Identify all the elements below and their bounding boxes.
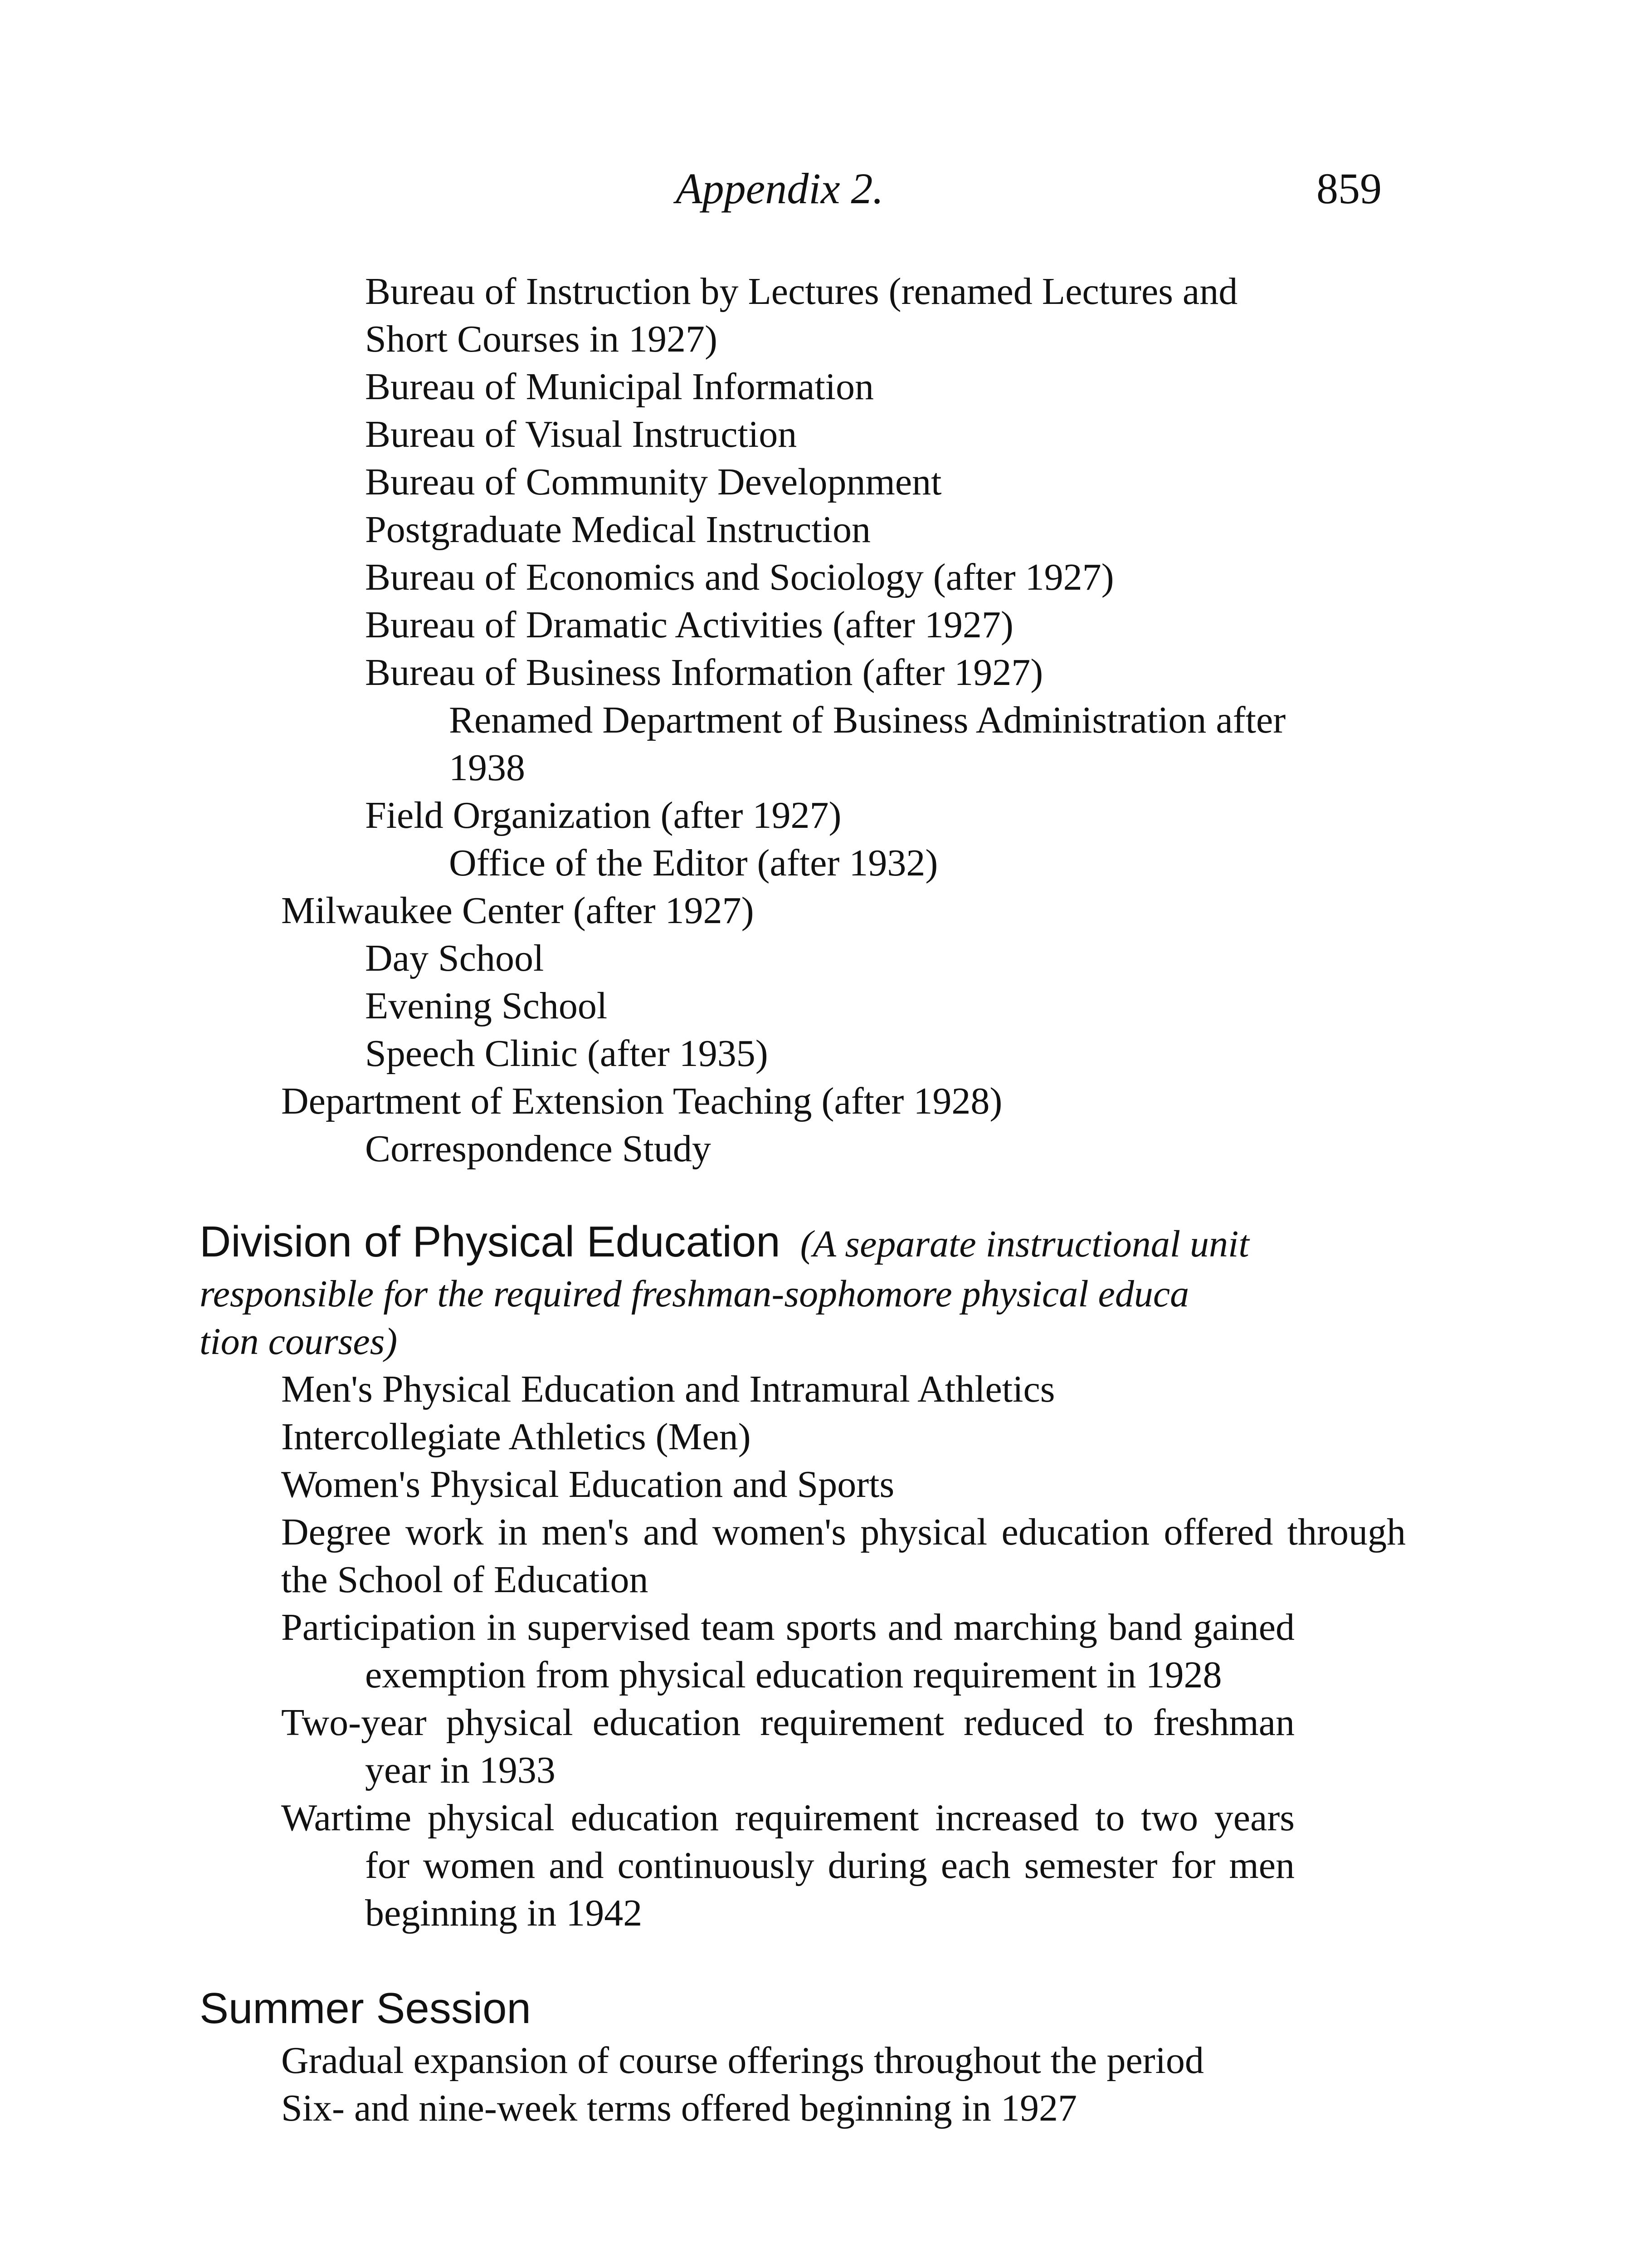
list-item: Bureau of Business Information (after 1927) (365, 651, 1043, 694)
list-item: Speech Clinic (after 1935) (365, 1032, 768, 1075)
summer-session-list (0, 2037, 1647, 2132)
list-item: Degree work in men's and women's physical education offered through the School of Education (281, 1511, 1406, 1601)
physical-education-note (0, 1270, 1647, 1365)
list-item: Participation in supervised team sports and marching band gained exemption from physical education requirement in 1928 (281, 1606, 1295, 1696)
list-item: Short Courses in 1927) (365, 318, 717, 360)
running-head: Appendix 2. (676, 164, 884, 213)
page-number: 859 (1316, 164, 1382, 213)
list-item: Department of Extension Teaching (after 1928) (281, 1080, 1003, 1122)
list-item: Bureau of Community Developnment (365, 461, 942, 503)
list-item: Renamed Department of Business Administration after (449, 699, 1286, 741)
physical-education-list (0, 1365, 1647, 1937)
list-item: Six- and nine-week terms offered beginning in 1927 (281, 2087, 1077, 2129)
section-heading: Division of Physical Education (200, 1217, 780, 1266)
section-heading: Summer Session (200, 1984, 531, 2033)
list-item: Bureau of Dramatic Activities (after 1927) (365, 604, 1014, 646)
list-item: Bureau of Visual Instruction (365, 413, 797, 455)
physical-education-heading-block (200, 1217, 1388, 1266)
list-item: Wartime physical education requirement increased to two years for women and continuously during each semester for men beginning in 1942 (281, 1797, 1295, 1934)
list-item: Two-year physical education requirement reduced to freshman year in 1933 (281, 1701, 1295, 1791)
section-note: (A separate instructional unit (800, 1223, 1249, 1265)
list-item: Women's Physical Education and Sports (281, 1463, 895, 1505)
list-item: Bureau of Economics and Sociology (after 1927) (365, 556, 1114, 598)
list-item: Correspondence Study (365, 1128, 711, 1170)
list-item: Men's Physical Education and Intramural Athletics (281, 1368, 1055, 1410)
heading-line (200, 1217, 1388, 1266)
list-item: Field Organization (after 1927) (365, 794, 842, 836)
list-item: Day School (365, 937, 544, 979)
list-item: Milwaukee Center (after 1927) (281, 890, 754, 932)
list-item: Intercollegiate Athletics (Men) (281, 1416, 751, 1458)
list-item: 1938 (449, 747, 525, 789)
list-item: Postgraduate Medical Instruction (365, 508, 871, 551)
list-item: Evening School (365, 985, 608, 1027)
list-item: Bureau of Municipal Information (365, 366, 874, 408)
section-note: tion courses) (200, 1320, 398, 1363)
section-note: responsible for the required freshman-sophomore physical educa (200, 1273, 1189, 1315)
extension-division-list (0, 268, 1647, 1173)
list-item: Office of the Editor (after 1932) (449, 842, 938, 884)
list-item: Bureau of Instruction by Lectures (renamed Lectures and (365, 270, 1238, 313)
list-item: Gradual expansion of course offerings throughout the period (281, 2039, 1204, 2082)
